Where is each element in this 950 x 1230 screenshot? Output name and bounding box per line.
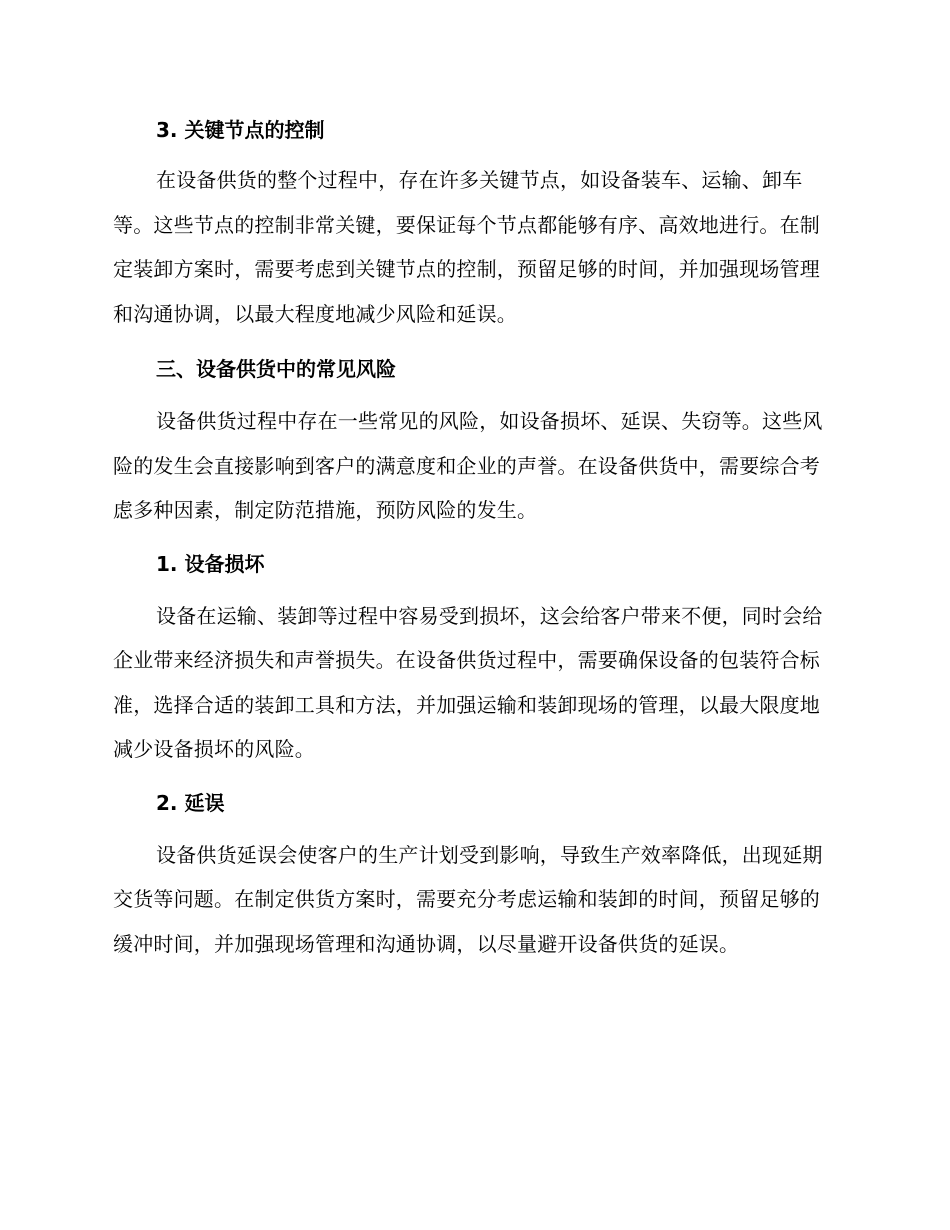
section-paragraph-delay: 设备供货延误会使客户的生产计划受到影响，导致生产效率降低，出现延期交货等问题。在制定供货方案时，需要充分考虑运输和装卸的时间，预留足够的缓冲时间，并加强现场管理和沟通协调，以尽量避开设备供货的延误。	[113, 842, 823, 956]
section-heading-key-node-control: 3. 关键节点的控制	[156, 118, 325, 142]
section-paragraph-equipment-damage: 设备在运输、装卸等过程中容易受到损坏，这会给客户带来不便，同时会给企业带来经济损失和声誉损失。在设备供货过程中，需要确保设备的包装符合标准，选择合适的装卸工具和方法，并加强运输和装卸现场的管理，以最大限度地减少设备损坏的风险。	[113, 603, 823, 761]
section-heading-common-risks: 三、设备供货中的常见风险	[156, 357, 396, 381]
section-paragraph-common-risks: 设备供货过程中存在一些常见的风险，如设备损坏、延误、失窃等。这些风险的发生会直接影响到客户的满意度和企业的声誉。在设备供货中，需要综合考虑多种因素，制定防范措施，预防风险的发生。	[113, 409, 823, 522]
section-heading-equipment-damage: 1. 设备损坏	[156, 551, 265, 576]
section-paragraph-key-node-control: 在设备供货的整个过程中，存在许多关键节点，如设备装车、运输、卸车等。这些节点的控制非常关键，要保证每个节点都能够有序、高效地进行。在制定装卸方案时，需要考虑到关键节点的控制，预留足够的时间，并加强现场管理和沟通协调，以最大程度地减少风险和延误。	[113, 168, 820, 326]
document-body	[113, 108, 833, 966]
section-heading-delay: 2. 延误	[156, 790, 225, 815]
